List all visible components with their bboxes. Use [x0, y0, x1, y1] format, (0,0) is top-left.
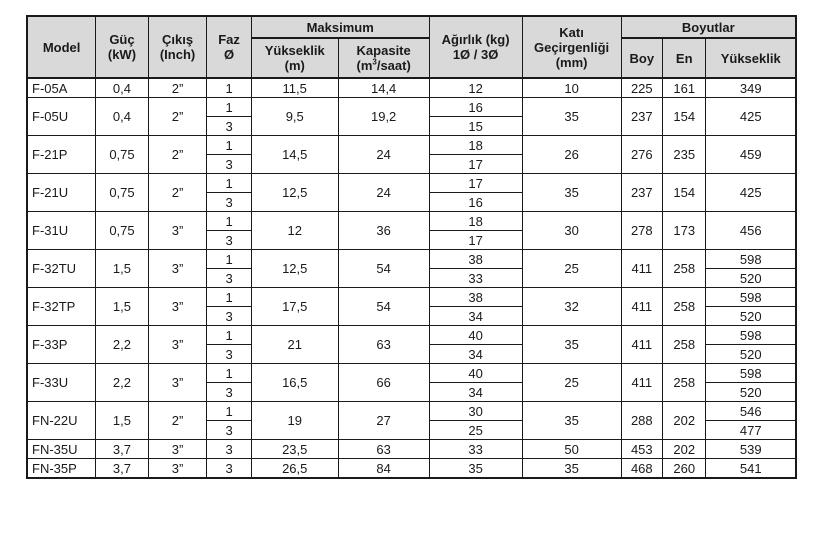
cell-model: F-05U — [27, 98, 96, 136]
cell-faz: 3 — [207, 155, 251, 174]
cell-en: 260 — [663, 459, 706, 479]
cell-max-yukseklik: 26,5 — [251, 459, 338, 479]
cell-model: F-33P — [27, 326, 96, 364]
cell-en: 258 — [663, 250, 706, 288]
cell-boyut-yukseklik: 520 — [706, 345, 796, 364]
cell-boy: 278 — [621, 212, 662, 250]
cell-boy: 468 — [621, 459, 662, 479]
table-row — [27, 212, 796, 231]
header-boy: Boy — [621, 38, 662, 78]
cell-model: F-32TU — [27, 250, 96, 288]
header-guc: Güç (kW) — [96, 16, 149, 78]
cell-max-yukseklik: 11,5 — [251, 78, 338, 98]
cell-boyut-yukseklik: 598 — [706, 364, 796, 383]
cell-boy: 453 — [621, 440, 662, 459]
cell-agirlik: 38 — [429, 288, 522, 307]
cell-en: 154 — [663, 174, 706, 212]
header-boyutlar-group: Boyutlar — [621, 16, 796, 38]
cell-faz: 1 — [207, 212, 251, 231]
cell-kati: 35 — [522, 174, 621, 212]
cell-max-yukseklik: 23,5 — [251, 440, 338, 459]
pump-spec-table-container — [26, 15, 797, 479]
cell-guc: 0,4 — [96, 78, 149, 98]
cell-boyut-yukseklik: 520 — [706, 307, 796, 326]
cell-guc: 1,5 — [96, 288, 149, 326]
cell-model: F-21P — [27, 136, 96, 174]
cell-guc: 0,75 — [96, 136, 149, 174]
cell-faz: 1 — [207, 136, 251, 155]
cell-kapasite: 36 — [338, 212, 429, 250]
cell-max-yukseklik: 12,5 — [251, 174, 338, 212]
cell-agirlik: 16 — [429, 193, 522, 212]
cell-cikis: 3” — [148, 212, 207, 250]
cell-kapasite: 63 — [338, 440, 429, 459]
cell-agirlik: 33 — [429, 440, 522, 459]
cell-kati: 26 — [522, 136, 621, 174]
cell-faz: 1 — [207, 250, 251, 269]
header-cikis: Çıkış (Inch) — [148, 16, 207, 78]
cell-kapasite: 66 — [338, 364, 429, 402]
cell-model: FN-35P — [27, 459, 96, 479]
cell-agirlik: 18 — [429, 136, 522, 155]
cell-max-yukseklik: 16,5 — [251, 364, 338, 402]
cell-cikis: 3” — [148, 459, 207, 479]
cell-kati: 25 — [522, 364, 621, 402]
cell-model: F-21U — [27, 174, 96, 212]
cell-boy: 288 — [621, 402, 662, 440]
cell-boyut-yukseklik: 598 — [706, 326, 796, 345]
cell-guc: 3,7 — [96, 440, 149, 459]
header-en: En — [663, 38, 706, 78]
cell-cikis: 2” — [148, 98, 207, 136]
cell-kapasite: 54 — [338, 288, 429, 326]
cell-max-yukseklik: 14,5 — [251, 136, 338, 174]
cell-cikis: 2” — [148, 174, 207, 212]
cell-boy: 411 — [621, 364, 662, 402]
table-row — [27, 98, 796, 117]
cell-faz: 3 — [207, 459, 251, 479]
cell-cikis: 2” — [148, 402, 207, 440]
cell-model: F-05A — [27, 78, 96, 98]
cell-faz: 3 — [207, 440, 251, 459]
pump-spec-table — [26, 15, 797, 479]
cell-kati: 35 — [522, 326, 621, 364]
cell-cikis: 2” — [148, 78, 207, 98]
cell-boyut-yukseklik: 546 — [706, 402, 796, 421]
cell-model: FN-22U — [27, 402, 96, 440]
cell-faz: 1 — [207, 326, 251, 345]
header-kapasite: Kapasite $(m^3/saat)$ — [338, 38, 429, 78]
header-boyut-yukseklik: Yükseklik — [706, 38, 796, 78]
table-row — [27, 174, 796, 193]
cell-boy: 225 — [621, 78, 662, 98]
cell-agirlik: 40 — [429, 326, 522, 345]
cell-faz: 3 — [207, 117, 251, 136]
cell-kapasite: 63 — [338, 326, 429, 364]
cell-faz: 3 — [207, 193, 251, 212]
cell-guc: 0,75 — [96, 212, 149, 250]
cell-en: 235 — [663, 136, 706, 174]
cell-faz: 3 — [207, 231, 251, 250]
cell-agirlik: 38 — [429, 250, 522, 269]
cell-model: F-33U — [27, 364, 96, 402]
cell-en: 202 — [663, 440, 706, 459]
cell-guc: 2,2 — [96, 326, 149, 364]
header-faz: Faz Ø — [207, 16, 251, 78]
cell-faz: 1 — [207, 98, 251, 117]
cell-faz: 1 — [207, 78, 251, 98]
cell-kati: 35 — [522, 459, 621, 479]
cell-agirlik: 17 — [429, 174, 522, 193]
cell-cikis: 3” — [148, 440, 207, 459]
cell-agirlik: 34 — [429, 307, 522, 326]
cell-boyut-yukseklik: 349 — [706, 78, 796, 98]
cell-cikis: 3” — [148, 364, 207, 402]
cell-boy: 411 — [621, 250, 662, 288]
cell-kati: 50 — [522, 440, 621, 459]
table-row — [27, 288, 796, 307]
cell-en: 202 — [663, 402, 706, 440]
cell-kapasite: 24 — [338, 174, 429, 212]
header-model: Model — [27, 16, 96, 78]
cell-agirlik: 35 — [429, 459, 522, 479]
table-row — [27, 326, 796, 345]
cell-en: 258 — [663, 326, 706, 364]
cell-max-yukseklik: 19 — [251, 402, 338, 440]
header-maksimum-group: Maksimum — [251, 16, 429, 38]
cell-agirlik: 18 — [429, 212, 522, 231]
cell-boyut-yukseklik: 456 — [706, 212, 796, 250]
cell-guc: 0,4 — [96, 98, 149, 136]
cell-en: 258 — [663, 288, 706, 326]
cell-guc: 1,5 — [96, 250, 149, 288]
cell-model: FN-35U — [27, 440, 96, 459]
cell-max-yukseklik: 12,5 — [251, 250, 338, 288]
cell-agirlik: 40 — [429, 364, 522, 383]
cell-boyut-yukseklik: 425 — [706, 174, 796, 212]
cell-guc: 3,7 — [96, 459, 149, 479]
cell-agirlik: 30 — [429, 402, 522, 421]
cell-max-yukseklik: 9,5 — [251, 98, 338, 136]
table-row — [27, 136, 796, 155]
cell-boy: 411 — [621, 326, 662, 364]
cell-agirlik: 34 — [429, 345, 522, 364]
cell-agirlik: 16 — [429, 98, 522, 117]
cell-boyut-yukseklik: 520 — [706, 269, 796, 288]
table-body — [27, 78, 796, 478]
cell-cikis: 3” — [148, 326, 207, 364]
cell-faz: 1 — [207, 402, 251, 421]
cell-cikis: 3” — [148, 250, 207, 288]
cell-boyut-yukseklik: 459 — [706, 136, 796, 174]
cell-faz: 1 — [207, 288, 251, 307]
cell-boy: 237 — [621, 98, 662, 136]
cell-boyut-yukseklik: 541 — [706, 459, 796, 479]
cell-kapasite: 27 — [338, 402, 429, 440]
cell-kati: 10 — [522, 78, 621, 98]
cell-agirlik: 34 — [429, 383, 522, 402]
cell-kati: 25 — [522, 250, 621, 288]
cell-model: F-32TP — [27, 288, 96, 326]
cell-en: 258 — [663, 364, 706, 402]
cell-kati: 35 — [522, 402, 621, 440]
cell-boyut-yukseklik: 520 — [706, 383, 796, 402]
cell-agirlik: 33 — [429, 269, 522, 288]
cell-model: F-31U — [27, 212, 96, 250]
cell-kapasite: 19,2 — [338, 98, 429, 136]
cell-kapasite: 24 — [338, 136, 429, 174]
cell-faz: 1 — [207, 174, 251, 193]
cell-boyut-yukseklik: 539 — [706, 440, 796, 459]
cell-agirlik: 12 — [429, 78, 522, 98]
header-kati-gecirgenligi: Katı Geçirgenliği (mm) — [522, 16, 621, 78]
cell-boyut-yukseklik: 477 — [706, 421, 796, 440]
cell-boyut-yukseklik: 598 — [706, 250, 796, 269]
table-row — [27, 459, 796, 479]
cell-en: 173 — [663, 212, 706, 250]
cell-kapasite: 54 — [338, 250, 429, 288]
table-row — [27, 250, 796, 269]
cell-faz: 1 — [207, 364, 251, 383]
cell-faz: 3 — [207, 269, 251, 288]
cell-guc: 0,75 — [96, 174, 149, 212]
cell-kati: 35 — [522, 98, 621, 136]
cell-faz: 3 — [207, 421, 251, 440]
cell-kati: 32 — [522, 288, 621, 326]
table-row — [27, 78, 796, 98]
cell-en: 154 — [663, 98, 706, 136]
cell-faz: 3 — [207, 383, 251, 402]
table-row — [27, 440, 796, 459]
cell-max-yukseklik: 17,5 — [251, 288, 338, 326]
cell-max-yukseklik: 21 — [251, 326, 338, 364]
cell-agirlik: 17 — [429, 231, 522, 250]
cell-kapasite: 84 — [338, 459, 429, 479]
cell-boyut-yukseklik: 598 — [706, 288, 796, 307]
header-max-yukseklik: Yükseklik (m) — [251, 38, 338, 78]
table-row — [27, 402, 796, 421]
cell-agirlik: 25 — [429, 421, 522, 440]
cell-cikis: 3” — [148, 288, 207, 326]
cell-guc: 1,5 — [96, 402, 149, 440]
cell-guc: 2,2 — [96, 364, 149, 402]
cell-kapasite: 14,4 — [338, 78, 429, 98]
cell-boy: 276 — [621, 136, 662, 174]
header-agirlik: Ağırlık (kg) 1Ø / 3Ø — [429, 16, 522, 78]
cell-faz: 3 — [207, 345, 251, 364]
cell-en: 161 — [663, 78, 706, 98]
cell-cikis: 2” — [148, 136, 207, 174]
cell-boyut-yukseklik: 425 — [706, 98, 796, 136]
table-row — [27, 364, 796, 383]
cell-faz: 3 — [207, 307, 251, 326]
cell-boy: 411 — [621, 288, 662, 326]
cell-boy: 237 — [621, 174, 662, 212]
cell-agirlik: 15 — [429, 117, 522, 136]
cell-agirlik: 17 — [429, 155, 522, 174]
cell-max-yukseklik: 12 — [251, 212, 338, 250]
table-header — [27, 16, 796, 78]
cell-kati: 30 — [522, 212, 621, 250]
